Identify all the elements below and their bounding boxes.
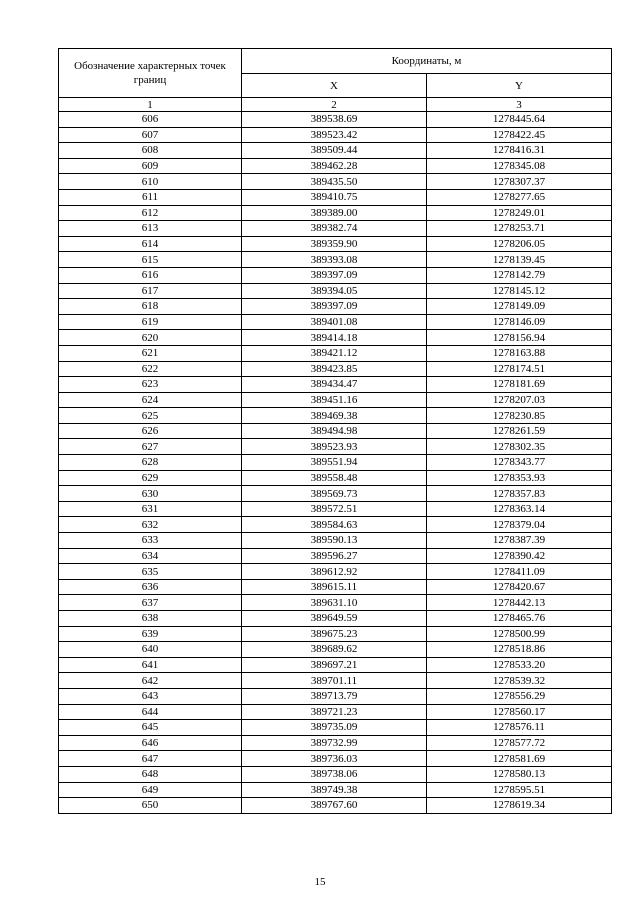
coordinates-table <box>58 48 612 814</box>
table-row <box>59 533 612 549</box>
x-coordinate-cell: 389397.09 <box>242 267 427 283</box>
y-coordinate-cell: 1278163.88 <box>427 345 612 361</box>
x-coordinate-cell: 389675.23 <box>242 626 427 642</box>
table-row <box>59 470 612 486</box>
point-id-cell: 633 <box>59 533 242 549</box>
x-coordinate-cell: 389612.92 <box>242 564 427 580</box>
column-number-1: 1 <box>59 98 242 112</box>
point-id-cell: 635 <box>59 564 242 580</box>
y-coordinate-cell: 1278539.32 <box>427 673 612 689</box>
y-coordinate-cell: 1278353.93 <box>427 470 612 486</box>
column-number-3: 3 <box>427 98 612 112</box>
y-coordinate-cell: 1278420.67 <box>427 579 612 595</box>
point-designation-header: Обозначение характерных точек границ <box>59 49 242 98</box>
point-id-cell: 639 <box>59 626 242 642</box>
x-coordinate-cell: 389569.73 <box>242 486 427 502</box>
x-coordinate-cell: 389732.99 <box>242 735 427 751</box>
point-id-cell: 644 <box>59 704 242 720</box>
point-id-cell: 649 <box>59 782 242 798</box>
table-row <box>59 392 612 408</box>
table-row <box>59 735 612 751</box>
table-row <box>59 361 612 377</box>
table-row <box>59 720 612 736</box>
x-coordinate-cell: 389414.18 <box>242 330 427 346</box>
x-coordinate-cell: 389590.13 <box>242 533 427 549</box>
table-row <box>59 688 612 704</box>
point-id-cell: 631 <box>59 501 242 517</box>
x-coordinate-cell: 389584.63 <box>242 517 427 533</box>
y-coordinate-cell: 1278139.45 <box>427 252 612 268</box>
y-coordinate-cell: 1278518.86 <box>427 642 612 658</box>
point-id-cell: 626 <box>59 423 242 439</box>
table-row <box>59 595 612 611</box>
y-coordinate-cell: 1278149.09 <box>427 299 612 315</box>
x-coordinate-cell: 389558.48 <box>242 470 427 486</box>
table-body <box>59 112 612 814</box>
x-coordinate-cell: 389359.90 <box>242 236 427 252</box>
x-coordinate-cell: 389767.60 <box>242 798 427 814</box>
y-coordinate-cell: 1278619.34 <box>427 798 612 814</box>
table-row <box>59 283 612 299</box>
table-row <box>59 143 612 159</box>
y-coordinate-cell: 1278156.94 <box>427 330 612 346</box>
table-row <box>59 158 612 174</box>
y-coordinate-cell: 1278261.59 <box>427 423 612 439</box>
table-row <box>59 408 612 424</box>
x-coordinate-cell: 389397.09 <box>242 299 427 315</box>
y-coordinate-cell: 1278533.20 <box>427 657 612 673</box>
x-coordinate-cell: 389631.10 <box>242 595 427 611</box>
table-row <box>59 127 612 143</box>
point-id-cell: 637 <box>59 595 242 611</box>
point-id-cell: 624 <box>59 392 242 408</box>
point-id-cell: 627 <box>59 439 242 455</box>
point-id-cell: 646 <box>59 735 242 751</box>
y-coordinate-cell: 1278181.69 <box>427 377 612 393</box>
y-coordinate-cell: 1278500.99 <box>427 626 612 642</box>
y-coordinate-cell: 1278379.04 <box>427 517 612 533</box>
x-coordinate-cell: 389435.50 <box>242 174 427 190</box>
table-row <box>59 423 612 439</box>
table-row <box>59 252 612 268</box>
x-coordinate-cell: 389538.69 <box>242 112 427 128</box>
y-coordinate-cell: 1278253.71 <box>427 221 612 237</box>
x-coordinate-cell: 389462.28 <box>242 158 427 174</box>
point-id-cell: 625 <box>59 408 242 424</box>
point-id-cell: 632 <box>59 517 242 533</box>
table-row <box>59 236 612 252</box>
x-coordinate-cell: 389394.05 <box>242 283 427 299</box>
y-coordinate-cell: 1278577.72 <box>427 735 612 751</box>
y-coordinate-cell: 1278307.37 <box>427 174 612 190</box>
y-coordinate-cell: 1278277.65 <box>427 189 612 205</box>
y-coordinate-cell: 1278249.01 <box>427 205 612 221</box>
y-coordinate-cell: 1278302.35 <box>427 439 612 455</box>
y-coordinate-cell: 1278145.12 <box>427 283 612 299</box>
table-row <box>59 642 612 658</box>
table-row <box>59 704 612 720</box>
x-coordinate-cell: 389649.59 <box>242 611 427 627</box>
table-row <box>59 657 612 673</box>
y-column-header: Y <box>427 74 612 98</box>
point-id-cell: 609 <box>59 158 242 174</box>
point-id-cell: 636 <box>59 579 242 595</box>
x-coordinate-cell: 389421.12 <box>242 345 427 361</box>
x-coordinate-cell: 389509.44 <box>242 143 427 159</box>
point-id-cell: 615 <box>59 252 242 268</box>
table-row <box>59 548 612 564</box>
table-row <box>59 439 612 455</box>
table-row <box>59 798 612 814</box>
y-coordinate-cell: 1278595.51 <box>427 782 612 798</box>
x-coordinate-cell: 389596.27 <box>242 548 427 564</box>
x-coordinate-cell: 389736.03 <box>242 751 427 767</box>
point-id-cell: 634 <box>59 548 242 564</box>
y-coordinate-cell: 1278174.51 <box>427 361 612 377</box>
point-id-cell: 645 <box>59 720 242 736</box>
x-coordinate-cell: 389572.51 <box>242 501 427 517</box>
y-coordinate-cell: 1278206.05 <box>427 236 612 252</box>
x-coordinate-cell: 389423.85 <box>242 361 427 377</box>
x-coordinate-cell: 389697.21 <box>242 657 427 673</box>
point-id-cell: 618 <box>59 299 242 315</box>
x-coordinate-cell: 389735.09 <box>242 720 427 736</box>
table-row <box>59 579 612 595</box>
table-row <box>59 205 612 221</box>
table-row <box>59 626 612 642</box>
y-coordinate-cell: 1278387.39 <box>427 533 612 549</box>
point-id-cell: 643 <box>59 688 242 704</box>
y-coordinate-cell: 1278207.03 <box>427 392 612 408</box>
table-row <box>59 501 612 517</box>
point-id-cell: 629 <box>59 470 242 486</box>
point-id-cell: 640 <box>59 642 242 658</box>
table-row <box>59 517 612 533</box>
x-coordinate-cell: 389523.93 <box>242 439 427 455</box>
point-id-cell: 611 <box>59 189 242 205</box>
table-row <box>59 174 612 190</box>
x-coordinate-cell: 389689.62 <box>242 642 427 658</box>
y-coordinate-cell: 1278556.29 <box>427 688 612 704</box>
y-coordinate-cell: 1278146.09 <box>427 314 612 330</box>
x-coordinate-cell: 389382.74 <box>242 221 427 237</box>
y-coordinate-cell: 1278390.42 <box>427 548 612 564</box>
point-id-cell: 619 <box>59 314 242 330</box>
x-coordinate-cell: 389721.23 <box>242 704 427 720</box>
table-row <box>59 345 612 361</box>
y-coordinate-cell: 1278345.08 <box>427 158 612 174</box>
y-coordinate-cell: 1278416.31 <box>427 143 612 159</box>
x-coordinate-cell: 389393.08 <box>242 252 427 268</box>
x-coordinate-cell: 389451.16 <box>242 392 427 408</box>
coordinates-header: Координаты, м <box>242 49 612 74</box>
y-coordinate-cell: 1278445.64 <box>427 112 612 128</box>
point-id-cell: 623 <box>59 377 242 393</box>
x-coordinate-cell: 389615.11 <box>242 579 427 595</box>
table-row <box>59 564 612 580</box>
point-id-cell: 614 <box>59 236 242 252</box>
point-id-cell: 630 <box>59 486 242 502</box>
table-row <box>59 314 612 330</box>
table-row <box>59 330 612 346</box>
x-coordinate-cell: 389434.47 <box>242 377 427 393</box>
table-row <box>59 455 612 471</box>
table-row <box>59 112 612 128</box>
table-row <box>59 751 612 767</box>
table-row <box>59 673 612 689</box>
y-coordinate-cell: 1278442.13 <box>427 595 612 611</box>
table-row <box>59 611 612 627</box>
point-id-cell: 647 <box>59 751 242 767</box>
y-coordinate-cell: 1278576.11 <box>427 720 612 736</box>
x-coordinate-cell: 389469.38 <box>242 408 427 424</box>
point-id-cell: 608 <box>59 143 242 159</box>
point-id-cell: 638 <box>59 611 242 627</box>
point-id-cell: 606 <box>59 112 242 128</box>
x-coordinate-cell: 389523.42 <box>242 127 427 143</box>
point-id-cell: 641 <box>59 657 242 673</box>
table-row <box>59 299 612 315</box>
point-id-cell: 622 <box>59 361 242 377</box>
table-row <box>59 267 612 283</box>
table-row <box>59 782 612 798</box>
table-row <box>59 377 612 393</box>
y-coordinate-cell: 1278411.09 <box>427 564 612 580</box>
x-coordinate-cell: 389749.38 <box>242 782 427 798</box>
x-coordinate-cell: 389738.06 <box>242 766 427 782</box>
x-column-header: X <box>242 74 427 98</box>
y-coordinate-cell: 1278142.79 <box>427 267 612 283</box>
point-id-cell: 621 <box>59 345 242 361</box>
point-id-cell: 613 <box>59 221 242 237</box>
table-row <box>59 486 612 502</box>
point-id-cell: 642 <box>59 673 242 689</box>
y-coordinate-cell: 1278343.77 <box>427 455 612 471</box>
point-id-cell: 612 <box>59 205 242 221</box>
y-coordinate-cell: 1278560.17 <box>427 704 612 720</box>
y-coordinate-cell: 1278465.76 <box>427 611 612 627</box>
point-id-cell: 616 <box>59 267 242 283</box>
table-row <box>59 766 612 782</box>
point-id-cell: 648 <box>59 766 242 782</box>
point-id-cell: 620 <box>59 330 242 346</box>
table-row <box>59 189 612 205</box>
column-number-2: 2 <box>242 98 427 112</box>
x-coordinate-cell: 389389.00 <box>242 205 427 221</box>
x-coordinate-cell: 389713.79 <box>242 688 427 704</box>
point-id-cell: 628 <box>59 455 242 471</box>
point-id-cell: 650 <box>59 798 242 814</box>
x-coordinate-cell: 389410.75 <box>242 189 427 205</box>
y-coordinate-cell: 1278230.85 <box>427 408 612 424</box>
point-id-cell: 610 <box>59 174 242 190</box>
x-coordinate-cell: 389401.08 <box>242 314 427 330</box>
y-coordinate-cell: 1278357.83 <box>427 486 612 502</box>
y-coordinate-cell: 1278580.13 <box>427 766 612 782</box>
x-coordinate-cell: 389494.98 <box>242 423 427 439</box>
point-id-cell: 617 <box>59 283 242 299</box>
y-coordinate-cell: 1278422.45 <box>427 127 612 143</box>
x-coordinate-cell: 389551.94 <box>242 455 427 471</box>
page-number: 15 <box>314 876 326 888</box>
y-coordinate-cell: 1278363.14 <box>427 501 612 517</box>
point-id-cell: 607 <box>59 127 242 143</box>
x-coordinate-cell: 389701.11 <box>242 673 427 689</box>
y-coordinate-cell: 1278581.69 <box>427 751 612 767</box>
table-row <box>59 221 612 237</box>
